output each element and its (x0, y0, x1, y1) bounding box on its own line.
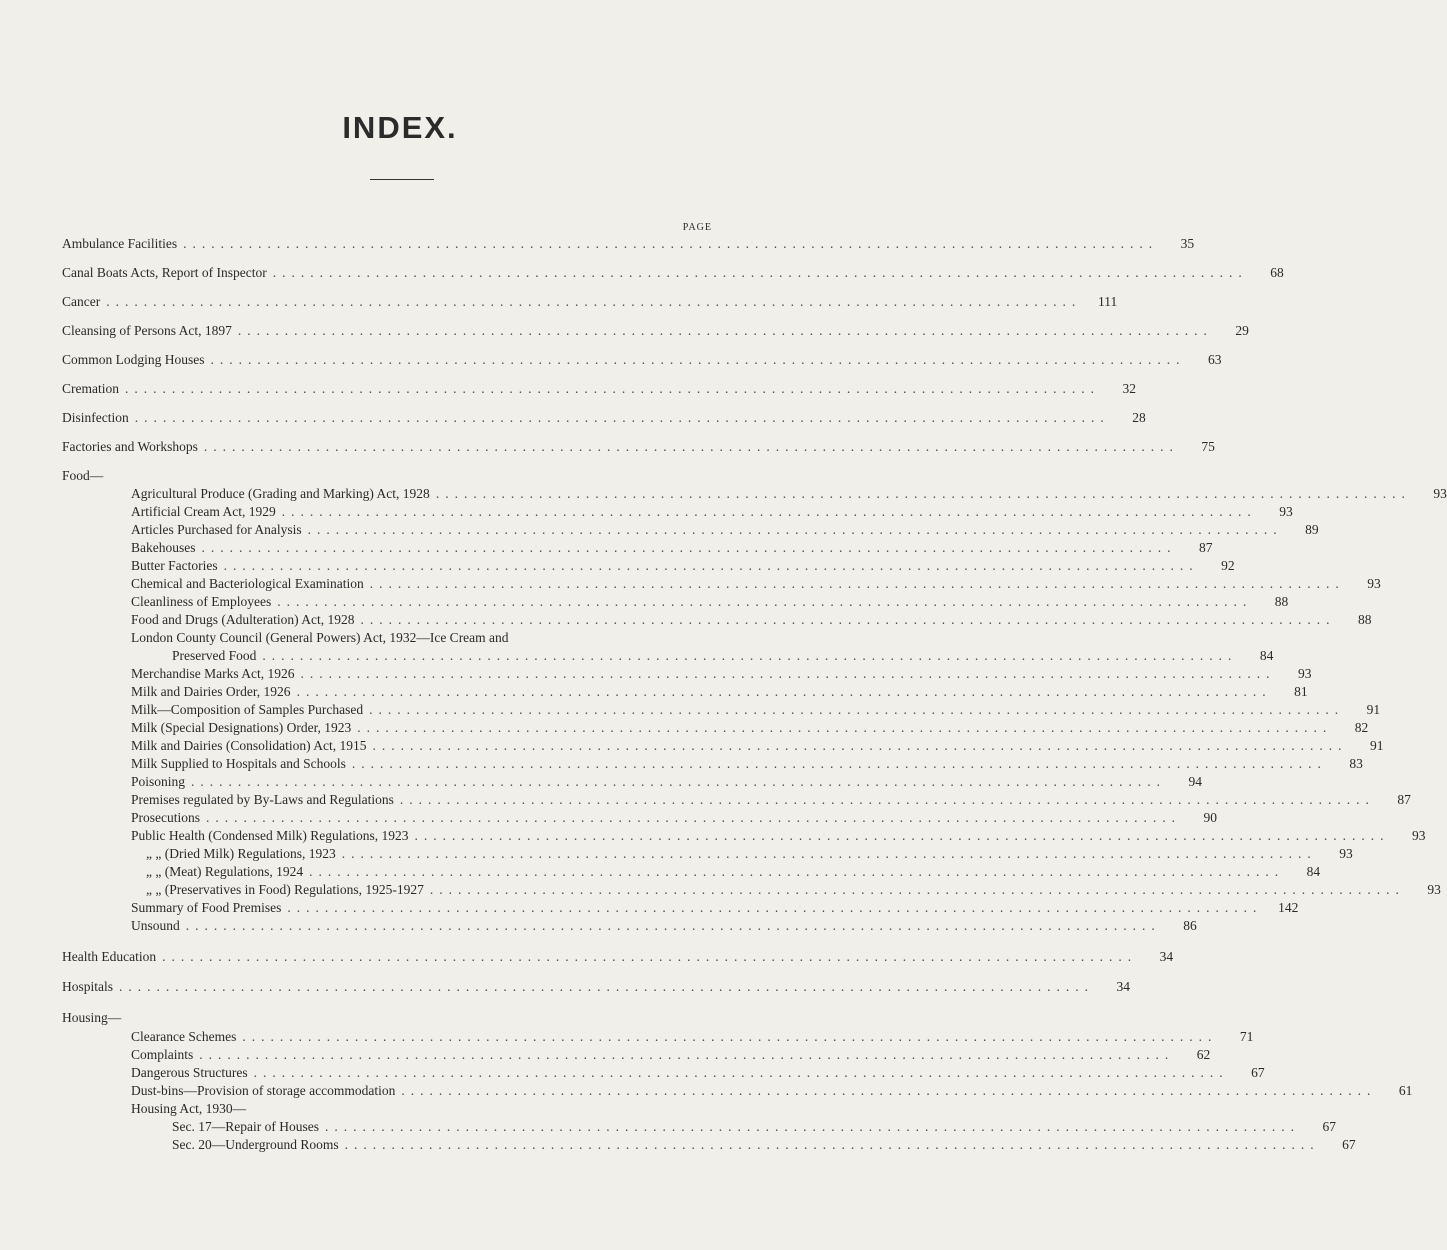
food-item (131, 485, 1447, 503)
food-item (131, 719, 1369, 737)
housing-item (131, 1082, 1413, 1100)
index-entry (62, 351, 1222, 369)
food-item (172, 647, 1274, 665)
entry-page: 90 (1203, 810, 1217, 825)
entry-page: 93 (1427, 882, 1441, 897)
entry-label: Milk (Special Designations) Order, 1923 (131, 720, 352, 735)
food-item (131, 539, 1213, 557)
entry-label: Cleanliness of Employees (131, 594, 272, 609)
housing-item (131, 1046, 1211, 1064)
leader-dots: ........................................................................................................ (206, 810, 1181, 825)
entry-label: Poisoning (131, 774, 186, 789)
housing-item (172, 1118, 1336, 1136)
index-entry (62, 264, 1284, 282)
entry-page: 84 (1306, 864, 1321, 879)
leader-dots: ........................................................................................................ (191, 774, 1167, 789)
entry-page: 83 (1349, 756, 1363, 771)
entry-page: 67 (1251, 1065, 1265, 1080)
index-entry (62, 322, 1249, 340)
food-heading: Food— (62, 468, 104, 483)
entry-label: Ambulance Facilities (62, 236, 178, 251)
entry-page: 94 (1188, 774, 1203, 789)
entry-label: „ „ (Meat) Regulations, 1924 (146, 864, 304, 879)
index-entry (62, 978, 1131, 996)
entry-page: 32 (1122, 381, 1136, 396)
leader-dots: ........................................................................................................ (324, 1119, 1300, 1134)
leader-dots: ........................................................................................................ (341, 846, 1317, 861)
leader-dots: ........................................................................................................ (185, 918, 1161, 933)
entry-label: Hospitals (62, 979, 114, 994)
entry-label: Clearance Schemes (131, 1029, 237, 1044)
food-item (131, 521, 1319, 539)
entry-page: 67 (1322, 1119, 1336, 1134)
entry-label: Preserved Food (172, 648, 257, 663)
entry-page: 92 (1221, 558, 1235, 573)
entry-page: 93 (1279, 504, 1293, 519)
entry-label: Milk—Composition of Samples Purchased (131, 702, 364, 717)
entry-page: 86 (1183, 918, 1197, 933)
entry-label: Milk Supplied to Hospitals and Schools (131, 756, 346, 771)
entry-page: 82 (1354, 720, 1369, 735)
entry-label: Cremation (62, 381, 119, 396)
leader-dots: ........................................................................................................ (183, 236, 1159, 251)
food-item (131, 683, 1308, 701)
food-item (146, 881, 1441, 899)
leader-dots: ........................................................................................................ (223, 558, 1199, 573)
entry-label: Dangerous Structures (131, 1065, 248, 1080)
index-entry (62, 409, 1146, 427)
entry-label: Summary of Food Premises (131, 900, 282, 915)
housing-heading: Housing— (62, 1010, 122, 1025)
food-item (131, 809, 1217, 827)
entry-page: 34 (1159, 949, 1174, 964)
entry-label: Chemical and Bacteriological Examination (131, 576, 364, 591)
housing-item (172, 1136, 1356, 1154)
leader-dots: ........................................................................................................ (307, 522, 1283, 537)
entry-page: 93 (1367, 576, 1381, 591)
leader-dots: ........................................................................................................ (201, 540, 1177, 555)
leader-dots: ........................................................................................................ (242, 1029, 1218, 1044)
entry-label: Milk and Dairies (Consolidation) Act, 1915 (131, 738, 367, 753)
entry-page: 91 (1366, 702, 1381, 717)
leader-dots: ........................................................................................................ (253, 1065, 1229, 1080)
entry-label: „ „ (Dried Milk) Regulations, 1923 (146, 846, 336, 861)
entry-label: Unsound (131, 918, 180, 933)
entry-page: 93 (1411, 828, 1426, 843)
index-entry (62, 438, 1215, 456)
entry-page: 111 (1097, 294, 1118, 309)
food-item (131, 503, 1293, 521)
entry-label: Public Health (Condensed Milk) Regulations, 1923 (131, 828, 409, 843)
entry-label: Canal Boats Acts, Report of Inspector (62, 265, 267, 280)
leader-dots: ........................................................................................................ (399, 792, 1375, 807)
entry-label: Complaints (131, 1047, 194, 1062)
entry-label: Cancer (62, 294, 101, 309)
entry-label: Milk and Dairies Order, 1926 (131, 684, 291, 699)
entry-page: 93 (1433, 486, 1447, 501)
food-item-line: London County Council (General Powers) Act, 1932—Ice Cream and (131, 630, 509, 645)
entry-page: 81 (1294, 684, 1308, 699)
entry-label: Premises regulated by By-Laws and Regulations (131, 792, 394, 807)
leader-dots: ........................................................................................................ (199, 1047, 1175, 1062)
page-title: INDEX. (342, 110, 458, 145)
leader-dots: ........................................................................................................ (119, 979, 1095, 994)
entry-page: 93 (1297, 666, 1312, 681)
leader-dots: ........................................................................................................ (360, 612, 1336, 627)
food-item (131, 791, 1411, 809)
leader-dots: ........................................................................................................ (369, 576, 1345, 591)
entry-page: 89 (1305, 522, 1319, 537)
leader-dots: ........................................................................................................ (309, 864, 1285, 879)
page-column-header: PAGE (682, 222, 712, 233)
index-entry (62, 948, 1174, 966)
leader-dots: ........................................................................................................ (162, 949, 1138, 964)
entry-page: 63 (1208, 352, 1222, 367)
leader-dots: ........................................................................................................ (369, 702, 1345, 717)
entry-label: „ „ (Preservatives in Food) Regulations, 1925-1927 (146, 882, 424, 897)
entry-label: Health Education (62, 949, 157, 964)
entry-page: 61 (1398, 1083, 1413, 1098)
food-item (131, 755, 1363, 773)
entry-page: 142 (1278, 900, 1299, 915)
leader-dots: ........................................................................................................ (203, 439, 1179, 454)
leader-dots: ........................................................................................................ (125, 381, 1100, 396)
entry-page: 29 (1235, 323, 1249, 338)
entry-page: 71 (1239, 1029, 1254, 1044)
food-item (131, 899, 1299, 917)
entry-label: Prosecutions (131, 810, 200, 825)
entry-label: Dust-bins—Provision of storage accommodation (131, 1083, 396, 1098)
food-item (131, 827, 1426, 845)
leader-dots: ........................................................................................................ (106, 294, 1082, 309)
entry-page: 93 (1339, 846, 1353, 861)
leader-dots: ........................................................................................................ (281, 504, 1257, 519)
entry-label: Sec. 17—Repair of Houses (172, 1119, 319, 1134)
leader-dots: ........................................................................................................ (300, 666, 1276, 681)
housing-item (131, 1064, 1265, 1082)
food-item (131, 665, 1312, 683)
leader-dots: ........................................................................................................ (287, 900, 1263, 915)
entry-label: Articles Purchased for Analysis (131, 522, 302, 537)
leader-dots: ........................................................................................................ (296, 684, 1272, 699)
housing-subheading: Housing Act, 1930— (131, 1101, 247, 1116)
leader-dots: ........................................................................................................ (344, 1137, 1320, 1152)
entry-label: Cleansing of Persons Act, 1897 (62, 323, 232, 338)
entry-label: Disinfection (62, 410, 129, 425)
entry-page: 67 (1342, 1137, 1356, 1152)
index-entry (62, 293, 1118, 311)
food-item (131, 593, 1289, 611)
index-entry (62, 380, 1136, 398)
entry-page: 87 (1397, 792, 1411, 807)
food-item (131, 737, 1384, 755)
leader-dots: ........................................................................................................ (272, 265, 1248, 280)
leader-dots: ........................................................................................................ (134, 410, 1110, 425)
leader-dots: ........................................................................................................ (414, 828, 1390, 843)
food-item (131, 611, 1372, 629)
entry-page: 87 (1199, 540, 1213, 555)
entry-page: 62 (1196, 1047, 1211, 1062)
food-item (146, 863, 1321, 881)
entry-label: Factories and Workshops (62, 439, 198, 454)
entry-label: Butter Factories (131, 558, 218, 573)
leader-dots: ........................................................................................................ (262, 648, 1238, 663)
entry-label: Common Lodging Houses (62, 352, 205, 367)
entry-label: Sec. 20—Underground Rooms (172, 1137, 339, 1152)
food-item (131, 917, 1197, 935)
leader-dots: ........................................................................................................ (435, 486, 1411, 501)
entry-label: Agricultural Produce (Grading and Marking) Act, 1928 (131, 486, 430, 501)
leader-dots: ........................................................................................................ (357, 720, 1333, 735)
food-item (131, 557, 1235, 575)
entry-page: 84 (1259, 648, 1274, 663)
index-entry (62, 235, 1195, 253)
entry-page: 68 (1270, 265, 1284, 280)
leader-dots: ........................................................................................................ (277, 594, 1253, 609)
entry-page: 88 (1274, 594, 1289, 609)
entry-label: Bakehouses (131, 540, 196, 555)
food-item (131, 701, 1381, 719)
food-item (146, 845, 1353, 863)
leader-dots: ........................................................................................................ (372, 738, 1348, 753)
leader-dots: ........................................................................................................ (351, 756, 1327, 771)
leader-dots: ........................................................................................................ (237, 323, 1213, 338)
leader-dots: ........................................................................................................ (429, 882, 1405, 897)
entry-page: 75 (1201, 439, 1215, 454)
housing-item (131, 1028, 1254, 1046)
leader-dots: ........................................................................................................ (210, 352, 1186, 367)
entry-page: 35 (1180, 236, 1195, 251)
food-item (131, 773, 1203, 791)
entry-label: Food and Drugs (Adulteration) Act, 1928 (131, 612, 355, 627)
entry-page: 34 (1116, 979, 1131, 994)
food-item (131, 575, 1381, 593)
entry-label: Artificial Cream Act, 1929 (131, 504, 276, 519)
entry-page: 88 (1357, 612, 1372, 627)
leader-dots: ........................................................................................................ (401, 1083, 1377, 1098)
entry-page: 91 (1369, 738, 1384, 753)
entry-label: Merchandise Marks Act, 1926 (131, 666, 295, 681)
entry-page: 28 (1132, 410, 1146, 425)
